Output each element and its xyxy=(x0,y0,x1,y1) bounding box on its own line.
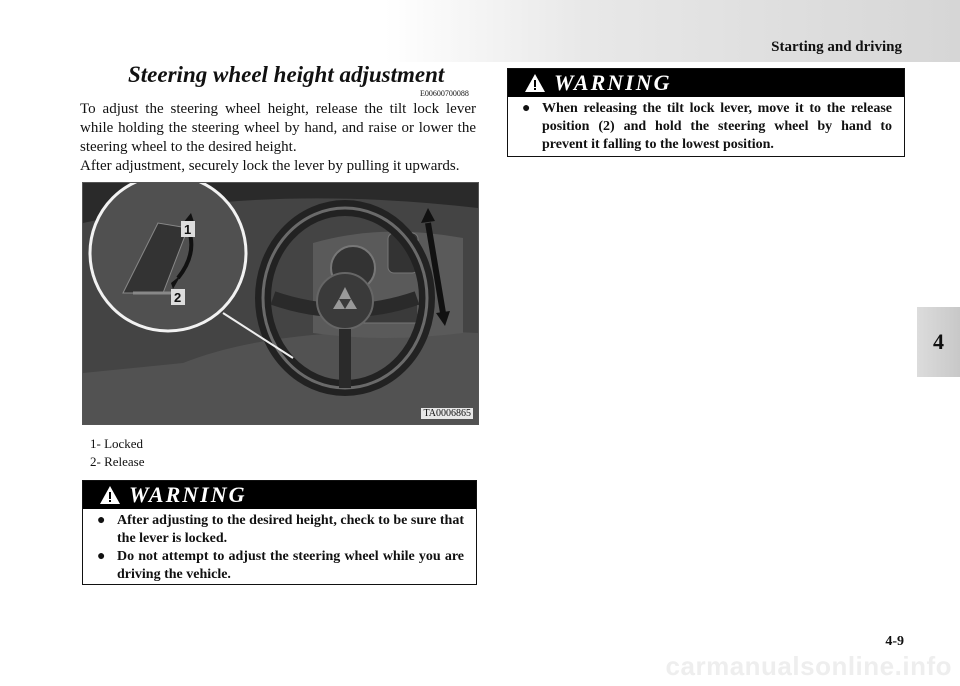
bullet-icon: ● xyxy=(522,101,531,116)
warning-body xyxy=(83,509,476,590)
section-title: Steering wheel height adjustment xyxy=(128,62,445,87)
bullet-icon: ● xyxy=(97,513,106,528)
warning-triangle-icon xyxy=(99,485,121,505)
legend-item: 2- Release xyxy=(90,454,145,469)
steering-illustration xyxy=(83,183,478,424)
paragraph: After adjustment, securely lock the lever by pulling it upwards. xyxy=(80,158,460,174)
chapter-tab xyxy=(917,307,960,377)
running-title: Starting and driving xyxy=(771,39,902,55)
warning-triangle-icon xyxy=(524,73,546,93)
warning-box-left xyxy=(82,480,477,585)
bullet-icon: ● xyxy=(97,549,106,564)
warning-header xyxy=(83,481,476,509)
warning-item: ● After adjusting to the desired height, check to be sure that the lever is locked. xyxy=(97,513,464,546)
legend xyxy=(90,435,145,471)
warning-box-right xyxy=(507,68,905,157)
page-number: 4-9 xyxy=(885,634,904,649)
callout-1: 1 xyxy=(184,222,192,237)
watermark: carmanualsonline.info xyxy=(665,651,952,681)
figure-code: TA0006865 xyxy=(423,408,471,419)
warning-label: WARNING xyxy=(129,482,247,507)
warning-item: ● Do not attempt to adjust the steering wheel while you are driving the vehicle. xyxy=(97,549,464,582)
legend-item: 1- Locked xyxy=(90,436,144,451)
paragraph: To adjust the steering wheel height, release the tilt lock lever while holding the steering wheel by hand, and raise or lower the steering wheel to the desired height. xyxy=(80,101,476,155)
steering-figure xyxy=(82,182,479,425)
section-code: E00600700088 xyxy=(420,89,469,98)
callout-2: 2 xyxy=(174,290,182,305)
warning-body xyxy=(508,97,904,160)
warning-label: WARNING xyxy=(554,70,672,95)
warning-header xyxy=(508,69,904,97)
body-text xyxy=(80,100,476,176)
warning-item: ● When releasing the tilt lock lever, move it to the release position (2) and hold the steering wheel by hand to prevent it falling to the lowest position. xyxy=(522,101,892,152)
chapter-number: 4 xyxy=(933,329,944,354)
